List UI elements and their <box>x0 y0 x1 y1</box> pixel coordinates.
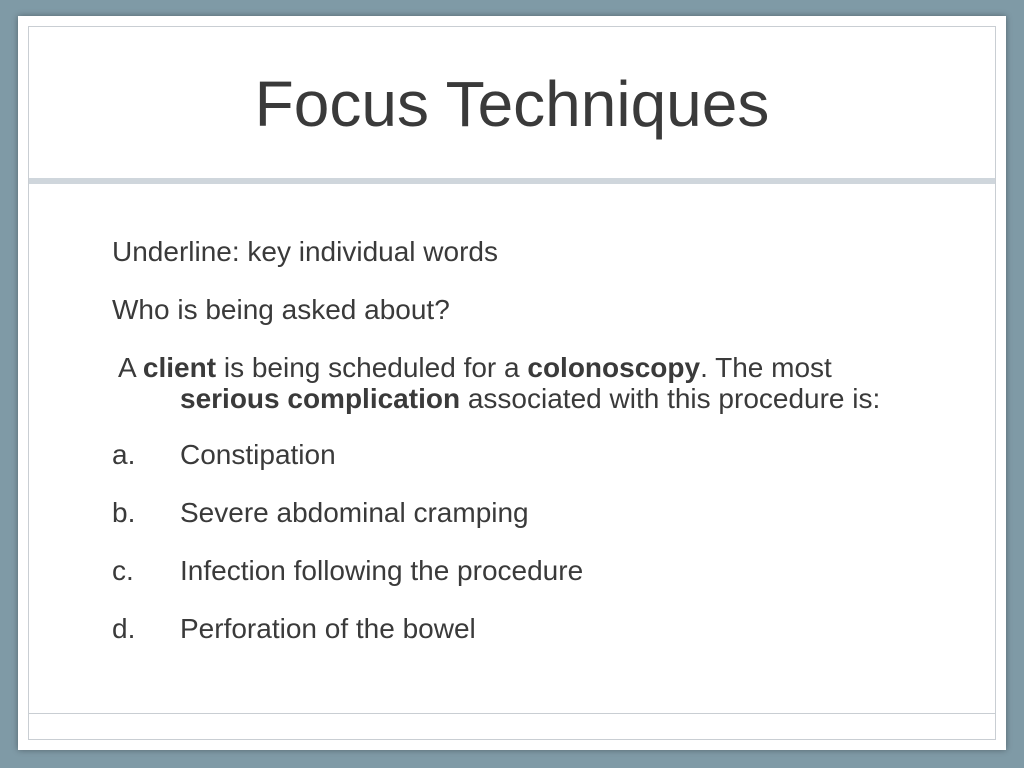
question-prefix: A <box>118 352 136 383</box>
option-letter: c. <box>112 555 134 586</box>
option-text: Severe abdominal cramping <box>180 497 529 528</box>
option-b <box>112 497 932 528</box>
footer-divider <box>29 713 995 714</box>
question-part2: . The most <box>700 352 832 383</box>
option-c <box>112 555 932 586</box>
question-stem <box>112 352 932 414</box>
option-d <box>112 613 932 644</box>
bullet-underline: Underline: key individual words <box>112 236 498 267</box>
keyword-colonoscopy: colonoscopy <box>527 352 701 383</box>
bullet-who: Who is being asked about? <box>112 294 450 325</box>
keyword-serious-complication: serious complication <box>180 383 461 414</box>
option-letter: b. <box>112 497 136 528</box>
question-part3: associated with this procedure is: <box>467 383 881 414</box>
slide-body <box>112 236 932 671</box>
option-a <box>112 439 932 470</box>
question-part1: is being scheduled for a <box>223 352 520 383</box>
slide <box>18 16 1006 750</box>
option-letter: a. <box>112 439 136 470</box>
keyword-client: client <box>142 352 217 383</box>
option-text: Perforation of the bowel <box>180 613 476 644</box>
option-text: Infection following the procedure <box>180 555 584 586</box>
slide-title: Focus Techniques <box>254 68 770 140</box>
option-letter: d. <box>112 613 136 644</box>
option-text: Constipation <box>180 439 336 470</box>
title-divider <box>29 178 995 184</box>
